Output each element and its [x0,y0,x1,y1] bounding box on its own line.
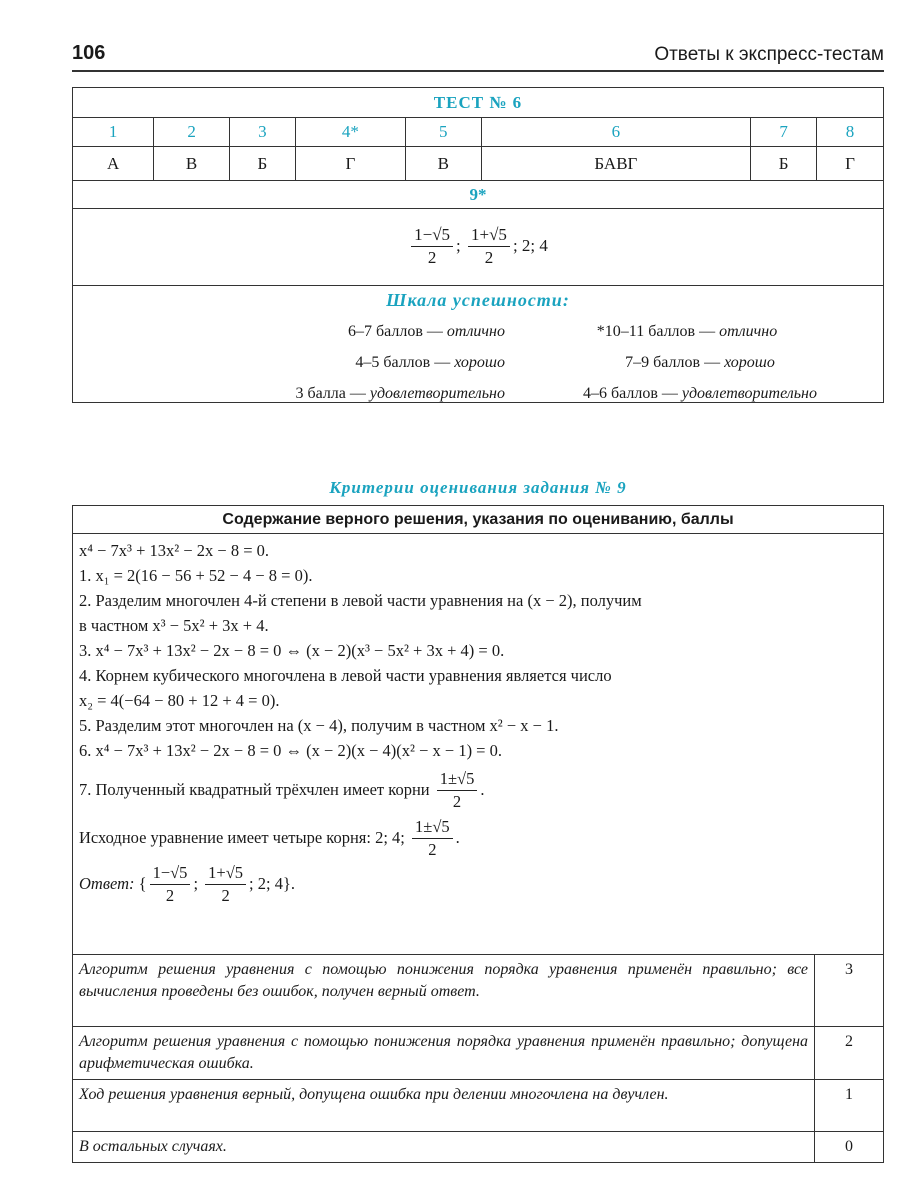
scale-title: Шкала успешности: [386,290,570,310]
fraction: $\frac{1\pm√5}{2}$ [412,817,453,861]
criteria-title: Критерии оценивания задания № 9 [329,478,627,497]
criterion-text: Алгоритм решения уравнения с помощью понижения порядка уравнения применён правильно; допущена арифметическая ошибка. [73,1027,815,1080]
scale-row: 3 балла — удовлетворительно [295,385,505,402]
fraction: $\frac{1\pm√5}{2}$ [437,769,478,813]
task-answer: Г [817,147,884,181]
criteria-table [72,505,884,1163]
task-number: 3 [229,118,295,147]
criteria-header: Содержание верного решения, указания по оцениванию, баллы [73,506,884,534]
criterion-points: 0 [815,1132,884,1163]
criterion-text: Алгоритм решения уравнения с помощью понижения порядка уравнения применён правильно; все вычисления проведены без ошибок, получен верный ответ. [73,955,815,1027]
solution-line: 5. Разделим этот многочлен на (x − 4), получим в частном x² − x − 1. [79,716,559,735]
criterion-points: 1 [815,1080,884,1132]
success-scale [73,286,884,403]
scale-row: 4–6 баллов — удовлетворительно [582,385,817,402]
scale-column-right [493,316,873,409]
solution-line: 7. Полученный квадратный трёхчлен имеет корни $\frac{1\pm√5}{2}$ . [79,769,485,811]
solution-line: 6. x⁴ − 7x³ + 13x² − 2x − 8 = 0 ⇔ (x − 2)(x − 4)(x² − x − 1) = 0. [79,741,502,760]
test-6-answer-table [72,87,884,403]
page-number: 106 [72,42,106,64]
task-answer: А [73,147,154,181]
criterion-text: Ход решения уравнения верный, допущена ошибка при делении многочлена на двучлен. [73,1080,815,1132]
page-header [72,40,884,72]
fraction: $\frac{1+√5}{2}$ [468,225,510,269]
solution-content [73,534,884,955]
criterion-points: 3 [815,955,884,1027]
scale-row: *10–11 баллов — отлично [596,323,778,340]
solution-answer: Ответ: { $\frac{1-√5}{2}$ ; $\frac{1+√5}{2}$ ; 2; 4}. [79,863,295,905]
task-answer: Б [751,147,817,181]
task-9-answer: $\frac{1-√5}{2}$ ; $\frac{1+√5}{2}$ ; 2; 4 [73,209,884,286]
solution-line: x⁴ − 7x³ + 13x² − 2x − 8 = 0. [79,541,270,560]
task-9-label: 9* [73,181,884,209]
page-running-title: Ответы к экспресс-тестам [654,44,884,65]
fraction: $\frac{1+√5}{2}$ [205,863,246,907]
scale-row: 6–7 баллов — отлично [347,323,505,340]
task-number: 1 [73,118,154,147]
solution-line: Исходное уравнение имеет четыре корня: 2; 4; $\frac{1\pm√5}{2}$ . [79,817,460,859]
task-answer: В [154,147,230,181]
task-answer: Г [295,147,405,181]
task-number: 6 [481,118,751,147]
task-answer: Б [229,147,295,181]
scale-row: 7–9 баллов — хорошо [625,354,775,371]
solution-line: 4. Корнем кубического многочлена в левой части уравнения является число [79,666,612,685]
solution-line: 1. x₁ = 2(16 − 56 + 52 − 4 − 8 = 0). [79,566,313,585]
solution-line: x₂ = 4(−64 − 80 + 12 + 4 = 0). [79,691,280,710]
task-number: 7 [751,118,817,147]
criterion-points: 2 [815,1027,884,1080]
solution-line: 3. x⁴ − 7x³ + 13x² − 2x − 8 = 0 ⇔ (x − 2)(x³ − 5x² + 3x + 4) = 0. [79,641,505,660]
test-title: ТЕСТ № 6 [73,88,884,118]
criterion-text: В остальных случаях. [73,1132,815,1163]
task-number: 5 [406,118,482,147]
solution-line: 2. Разделим многочлен 4-й степени в левой части уравнения на (x − 2), получим [79,591,642,610]
scale-column-left [155,316,505,409]
task-answer: БАВГ [481,147,751,181]
task-number: 4* [295,118,405,147]
scale-row: 4–5 баллов — хорошо [355,354,505,371]
fraction: $\frac{1-√5}{2}$ [411,225,453,269]
task-number: 2 [154,118,230,147]
fraction: $\frac{1-√5}{2}$ [150,863,191,907]
solution-line: в частном x³ − 5x² + 3x + 4. [79,616,269,635]
task-number: 8 [817,118,884,147]
task-answer: В [406,147,482,181]
